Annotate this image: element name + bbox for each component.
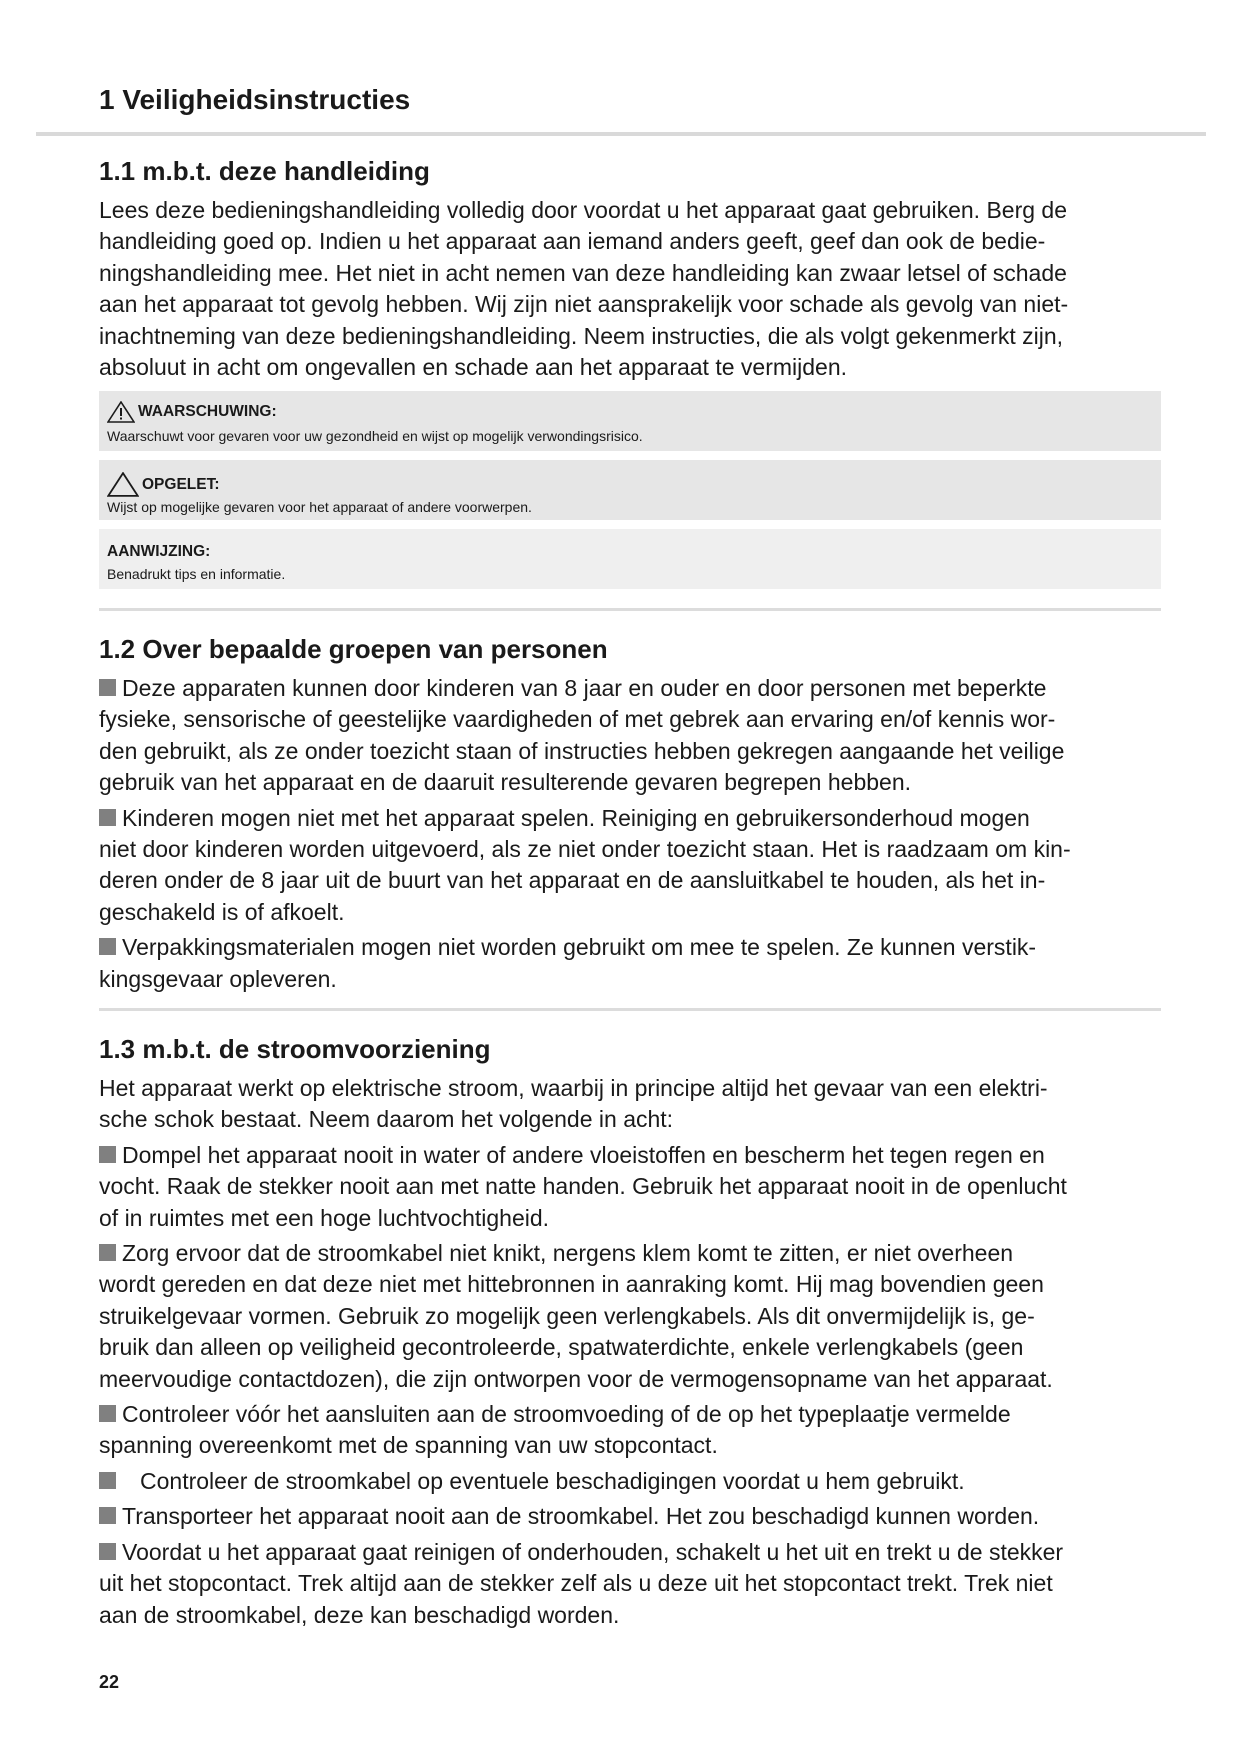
section-divider <box>99 608 1161 611</box>
notice-title: OPGELET: <box>142 475 220 493</box>
page-number: 22 <box>99 1672 120 1692</box>
text-line: Controleer vóór het aansluiten aan de stroomvoeding of de op het typeplaatje vermelde <box>122 1401 1011 1428</box>
section-stroomvoorziening <box>99 1033 1161 1631</box>
text-line: Deze apparaten kunnen door kinderen van 8 jaar en ouder en door personen met beperkte <box>122 675 1047 701</box>
section-personen <box>99 633 1161 995</box>
text-line: spanning overeenkomt met de spanning van uw stopcontact. <box>99 1432 718 1459</box>
text-line: deren onder de 8 jaar uit de buurt van het apparaat en de aansluitkabel te houden, als het in- <box>99 867 1046 894</box>
section-heading: 1.3 m.b.t. de stroomvoorziening <box>99 1034 491 1064</box>
text-line: bruik dan alleen op veiligheid gecontroleerde, spatwaterdichte, enkele verlengkabels (geen <box>99 1334 1024 1361</box>
bullet-item <box>99 1399 1161 1462</box>
caution-notice <box>99 460 1161 520</box>
text-line: handleiding goed op. Indien u het apparaat aan iemand anders geeft, geef dan ook de bedie- <box>99 228 1046 255</box>
notice-title: WAARSCHUWING: <box>138 403 277 420</box>
text-line: Het apparaat werkt op elektrische stroom, waarbij in principe altijd het gevaar van een elektri- <box>99 1075 1048 1101</box>
text-line: Voordat u het apparaat gaat reinigen of onderhouden, schakelt u het uit en trekt u de stekker <box>122 1538 1064 1565</box>
bullet-item <box>99 1466 1161 1497</box>
chapter-title: 1 Veiligheidsinstructies <box>99 84 411 115</box>
square-bullet-icon <box>99 1543 116 1560</box>
section-heading: 1.1 m.b.t. deze handleiding <box>99 156 430 186</box>
text-line: Kinderen mogen niet met het apparaat spelen. Reiniging en gebruikersonderhoud mogen <box>122 804 1030 831</box>
text-line: Lees deze bedieningshandleiding volledig door voordat u het apparaat gaat gebruiken. Berg de <box>99 197 1067 223</box>
chapter-divider <box>36 132 1206 136</box>
bullet-item <box>99 1140 1161 1234</box>
text-line: Verpakkingsmaterialen mogen niet worden gebruikt om mee te spelen. Ze kunnen verstik- <box>122 934 1037 961</box>
bullet-item <box>99 1501 1161 1532</box>
warning-notice <box>99 391 1161 451</box>
text-line: uit het stopcontact. Trek altijd aan de stekker zelf als u deze uit het stopcontact trekt. Trek niet <box>99 1570 1053 1597</box>
text-line: inachtneming van deze bedieningshandleiding. Neem instructies, die als volgt gekenmerkt zijn, <box>99 322 1064 349</box>
text-line: gebruik van het apparaat en de daaruit resulterende gevaren begrepen hebben. <box>99 769 911 796</box>
text-line: aan de stroomkabel, deze kan beschadigd worden. <box>99 1601 620 1628</box>
notice-text: Benadrukt tips en informatie. <box>107 566 286 582</box>
notice-list <box>99 391 1161 598</box>
square-bullet-icon <box>99 938 116 955</box>
text-line: vocht. Raak de stekker nooit aan met natte handen. Gebruik het apparaat nooit in de openlucht <box>99 1173 1067 1200</box>
warning-triangle-icon <box>107 401 135 423</box>
text-line: fysieke, sensorische of geestelijke vaardigheden of met gebrek aan ervaring en/of kennis wor- <box>99 706 1056 733</box>
square-bullet-icon <box>99 1507 116 1524</box>
text-line: meervoudige contactdozen), die zijn ontworpen voor de vermogensopname van het apparaat. <box>99 1365 1053 1392</box>
bullet-item <box>99 1537 1161 1631</box>
square-bullet-icon <box>99 1405 116 1422</box>
text-line: aan het apparaat tot gevolg hebben. Wij zijn niet aansprakelijk voor schade als gevolg van niet- <box>99 291 1069 318</box>
hint-notice <box>99 529 1161 589</box>
notice-title: AANWIJZING: <box>107 543 211 560</box>
text-line: niet door kinderen worden uitgevoerd, als ze niet onder toezicht staan. Het is raadzaam om kin- <box>99 836 1071 863</box>
square-bullet-icon <box>99 1472 116 1489</box>
bullet-item <box>99 673 1161 799</box>
square-bullet-icon <box>99 1244 116 1261</box>
section-heading: 1.2 Over bepaalde groepen van personen <box>99 634 608 664</box>
square-bullet-icon <box>99 809 116 826</box>
text-line: of in ruimtes met een hoge luchtvochtigheid. <box>99 1204 550 1231</box>
text-line: kingsgevaar opleveren. <box>99 965 337 992</box>
intro-paragraph <box>99 1073 1161 1136</box>
square-bullet-icon <box>99 679 116 696</box>
text-line: Dompel het apparaat nooit in water of andere vloeistoffen en bescherm het tegen regen en <box>122 1141 1045 1168</box>
bullet-item <box>99 1238 1161 1395</box>
section-handleiding <box>99 155 1161 383</box>
text-line: Controleer de stroomkabel op eventuele beschadigingen voordat u hem gebruikt. <box>140 1467 965 1494</box>
text-line: absoluut in acht om ongevallen en schade aan het apparaat te vermijden. <box>99 354 848 381</box>
text-line: Zorg ervoor dat de stroomkabel niet knikt, nergens klem komt te zitten, er niet overheen <box>122 1240 1014 1267</box>
caution-triangle-icon <box>107 472 139 497</box>
notice-text: Wijst op mogelijke gevaren voor het apparaat of andere voorwerpen. <box>107 499 532 515</box>
bullet-item <box>99 803 1161 929</box>
text-line: sche schok bestaat. Neem daarom het volgende in acht: <box>99 1106 674 1133</box>
text-line: struikelgevaar vormen. Gebruik zo mogelijk geen verlengkabels. Als dit onvermijdelijk is, ge- <box>99 1302 1035 1329</box>
intro-paragraph <box>99 195 1161 383</box>
text-line: wordt gereden en dat deze niet met hittebronnen in aanraking komt. Hij mag bovendien geen <box>99 1271 1044 1298</box>
text-line: ningshandleiding mee. Het niet in acht nemen van deze handleiding kan zwaar letsel of schade <box>99 259 1067 286</box>
text-line: Transporteer het apparaat nooit aan de stroomkabel. Het zou beschadigd kunnen worden. <box>122 1503 1040 1530</box>
text-line: den gebruikt, als ze onder toezicht staan of instructies hebben gekregen aangaande het veilige <box>99 737 1065 764</box>
section-divider <box>99 1008 1161 1011</box>
text-line: geschakeld is of afkoelt. <box>99 898 345 925</box>
notice-text: Waarschuwt voor gevaren voor uw gezondheid en wijst op mogelijk verwondingsrisico. <box>107 428 643 444</box>
square-bullet-icon <box>99 1146 116 1163</box>
bullet-item <box>99 932 1161 995</box>
